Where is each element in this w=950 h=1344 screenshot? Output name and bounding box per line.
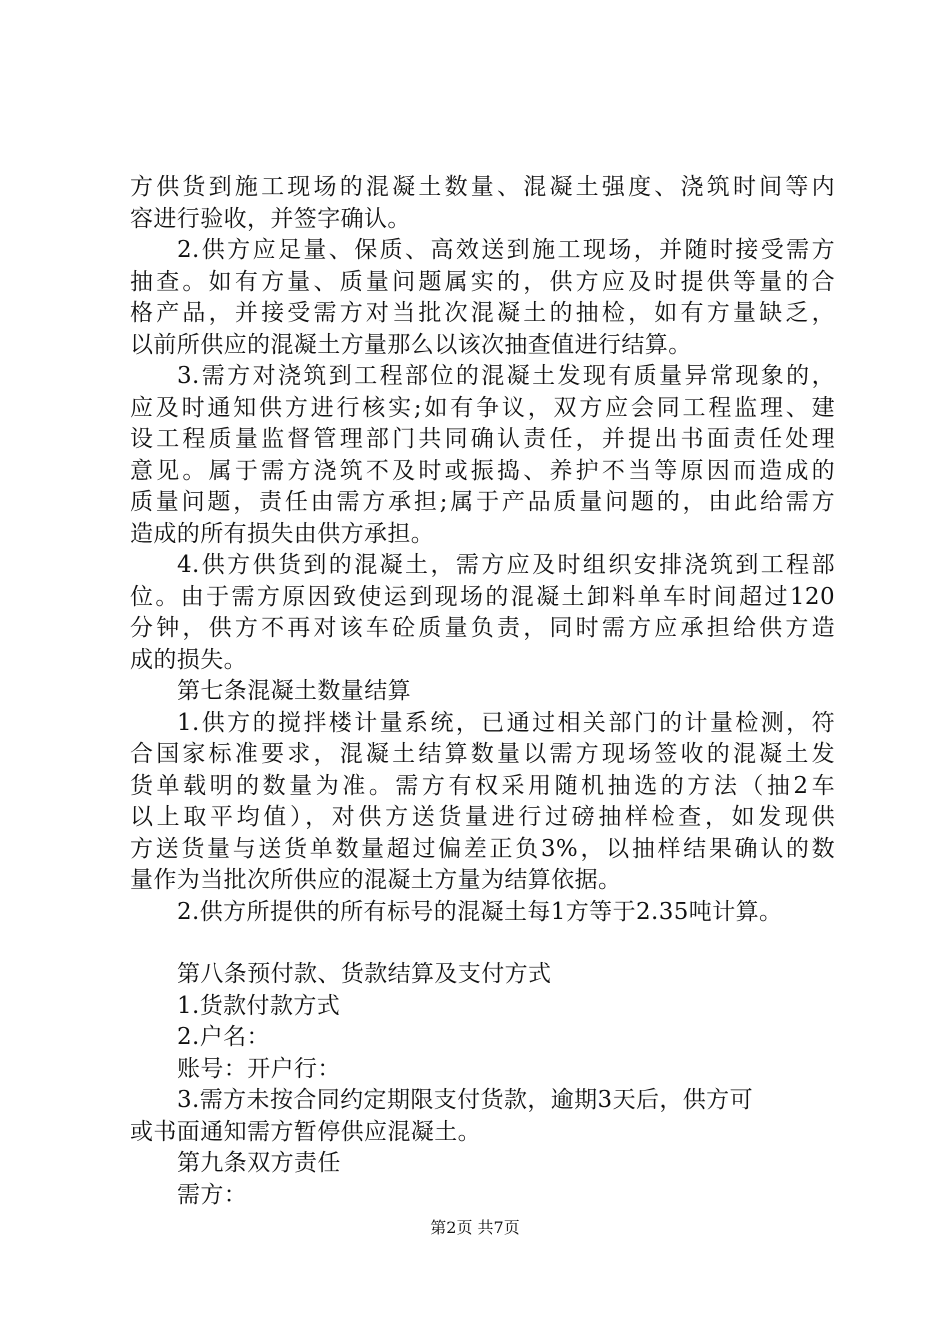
text-line: 2.户名： [177,1024,270,1050]
section-heading: 第九条双方责任 [177,1150,341,1176]
text-line: 设工程质量监督管理部门共同确认责任，并提出书面责任处理 [130,426,835,452]
text-line: 造成的所有损失由供方承担。 [130,520,435,547]
page-number-footer: 第2页 共7页 [430,1218,520,1237]
text-line: 容进行验收，并签字确认。 [130,205,411,232]
text-line: 4.供方供货到的混凝土，需方应及时组织安排浇筑到工程部 [177,552,835,578]
text-line: 意见。属于需方浇筑不及时或振捣、养护不当等原因而造成的 [130,457,835,484]
text-line: 成的损失。 [130,646,247,673]
text-line: 以上取平均值），对供方送货量进行过磅抽样检查，如发现供 [130,804,835,830]
text-line: 抽查。如有方量、质量问题属实的，供方应及时提供等量的合 [130,268,835,295]
text-line: 账号：开户行： [177,1055,341,1082]
text-line: 方送货量与送货单数量超过偏差正负3%，以抽样结果确认的数 [130,835,835,862]
text-line: 分钟，供方不再对该车砼质量负责，同时需方应承担给供方造 [130,615,835,641]
text-line: 1.货款付款方式 [177,992,341,1019]
text-line: 以前所供应的混凝土方量那么以该次抽查值进行结算。 [130,331,692,358]
text-line: 量作为当批次所供应的混凝土方量为结算依据。 [130,867,622,893]
text-line: 3.需方对浇筑到工程部位的混凝土发现有质量异常现象的， [177,363,835,389]
text-line: 货单载明的数量为准。需方有权采用随机抽选的方法（抽2车 [130,772,835,799]
text-line: 或书面通知需方暂停供应混凝土。 [130,1118,481,1145]
section-heading: 第七条混凝土数量结算 [177,678,411,704]
text-line: 2.供方所提供的所有标号的混凝土每1方等于2.35吨计算。 [177,898,783,925]
text-line: 3.需方未按合同约定期限支付货款，逾期3天后，供方可 [177,1087,753,1113]
section-heading: 第八条预付款、货款结算及支付方式 [177,961,552,987]
text-line: 1.供方的搅拌楼计量系统，已通过相关部门的计量检测，符 [177,709,835,736]
text-line: 位。由于需方原因致使运到现场的混凝土卸料单车时间超过120 [130,583,835,610]
paragraph-gap [130,928,835,959]
document-body [130,172,835,1211]
text-line: 应及时通知供方进行核实;如有争议，双方应会同工程监理、建 [130,394,835,421]
text-line: 2.供方应足量、保质、高效送到施工现场，并随时接受需方 [177,237,835,263]
text-line: 方供货到施工现场的混凝土数量、混凝土强度、浇筑时间等内 [130,174,835,200]
text-line: 质量问题，责任由需方承担;属于产品质量问题的，由此给需方 [130,489,835,515]
text-line: 格产品，并接受需方对当批次混凝土的抽检，如有方量缺乏， [130,300,835,326]
text-line: 合国家标准要求，混凝土结算数量以需方现场签收的混凝土发 [130,741,835,767]
text-line: 需方： [177,1181,248,1208]
